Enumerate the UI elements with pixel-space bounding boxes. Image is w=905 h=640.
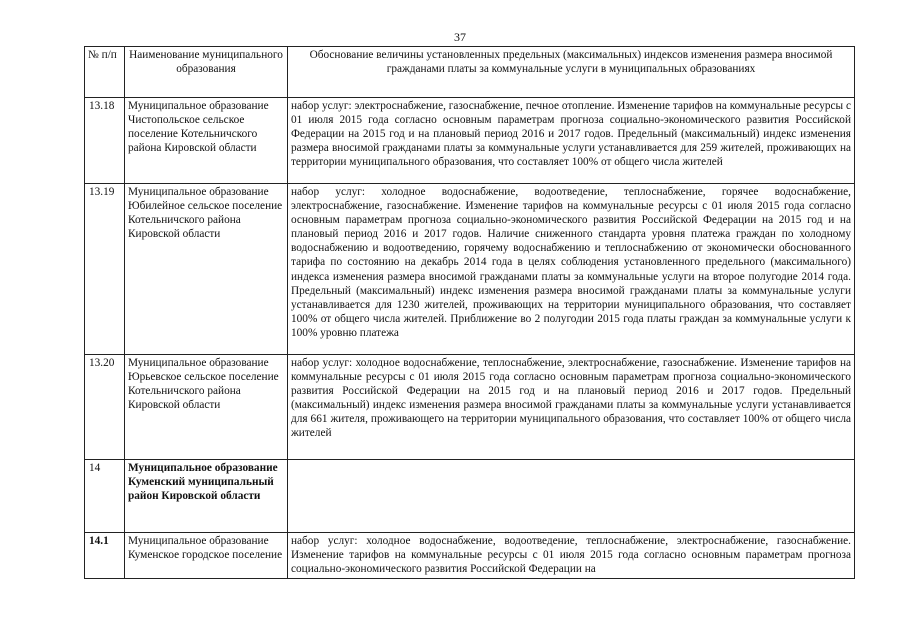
header-number: № п/п bbox=[85, 47, 125, 98]
row-number: 13.20 bbox=[85, 355, 125, 460]
table-row bbox=[85, 355, 855, 460]
row-justification: набор услуг: холодное водоснабжение, водоотведение, теплоснабжение, горячее водоснабжение, электроснабжение, газоснабжение. Изменение тарифов на коммунальные ресурсы с 01 июля 2015 года согласно основным параметрам прогноза социально-экономического развития Российской Федерации на 2015 год и на плановый период 2016 и 2017 годов. Наличие сниженного стандарта уровня платежа граждан по холодному водоснабжению и водоотведению, горячему водоснабжению и теплоснабжению от экономически обоснованного тарифа по состоянию на декабрь 2014 года в целях соблюдения установленного предельного (максимального) индекса изменения размера вносимой гражданами платы за коммунальные услуги на второе полугодие 2014 года. Предельный (максимальный) индекс изменения размера вносимой гражданами платы за коммунальные услуги устанавливается для 1230 жителей, проживающих на территории муниципального образования, что составляет 100% от общего числа жителей. Приближение во 2 полугодии 2015 года платы граждан за коммунальные услуги к 100% уровню платежа bbox=[288, 184, 855, 355]
row-municipality: Муниципальное образование Чистопольское сельское поселение Котельничского района Кировской области bbox=[125, 98, 288, 184]
header-justification: Обоснование величины установленных предельных (максимальных) индексов изменения размера вносимой гражданами платы за коммунальные услуги в муниципальных образованиях bbox=[288, 47, 855, 98]
row-municipality: Муниципальное образование Юрьевское сельское поселение Котельничского района Кировской области bbox=[125, 355, 288, 460]
table-row bbox=[85, 184, 855, 355]
row-justification: набор услуг: холодное водоснабжение, теплоснабжение, электроснабжение, газоснабжение. Изменение тарифов на коммунальные ресурсы с 01 июля 2015 года согласно основным параметрам прогноза социально-экономического развития Российской Федерации на 2015 год и на плановый период 2016 и 2017 годов. Предельный (максимальный) индекс изменения размера вносимой гражданами платы за коммунальные услуги устанавливается для 661 жителя, проживающего на территории муниципального образования, что составляет 100% от общего числа жителей bbox=[288, 355, 855, 460]
page-number: 37 bbox=[454, 30, 466, 44]
row-number: 13.19 bbox=[85, 184, 125, 355]
table-header-row bbox=[85, 47, 855, 98]
row-justification: набор услуг: электроснабжение, газоснабжение, печное отопление. Изменение тарифов на коммунальные ресурсы с 01 июля 2015 года согласно основным параметрам прогноза социально-экономического развития Российской Федерации на 2015 год и на плановый период 2016 и 2017 годов. Предельный (максимальный) индекс изменения размера вносимой гражданами платы за коммунальные услуги устанавливается для 259 жителей, проживающих на территории муниципального образования, что составляет 100% от общего числа жителей bbox=[288, 98, 855, 184]
table-row bbox=[85, 460, 855, 533]
row-municipality: Муниципальное образование Куменский муниципальный район Кировской области bbox=[125, 460, 288, 533]
row-number: 14.1 bbox=[85, 533, 125, 579]
table-row bbox=[85, 533, 855, 579]
row-number: 14 bbox=[85, 460, 125, 533]
tariff-table bbox=[84, 46, 855, 579]
table-row bbox=[85, 98, 855, 184]
row-municipality: Муниципальное образование Куменское городское поселение bbox=[125, 533, 288, 579]
row-justification bbox=[288, 460, 855, 533]
header-name: Наименование муниципального образования bbox=[125, 47, 288, 98]
row-justification: набор услуг: холодное водоснабжение, водоотведение, теплоснабжение, электроснабжение, газоснабжение. Изменение тарифов на коммунальные ресурсы с 01 июля 2015 года согласно основным параметрам прогноза социально-экономического развития Российской Федерации на bbox=[288, 533, 855, 579]
row-number: 13.18 bbox=[85, 98, 125, 184]
row-municipality: Муниципальное образование Юбилейное сельское поселение Котельничского района Кировской области bbox=[125, 184, 288, 355]
